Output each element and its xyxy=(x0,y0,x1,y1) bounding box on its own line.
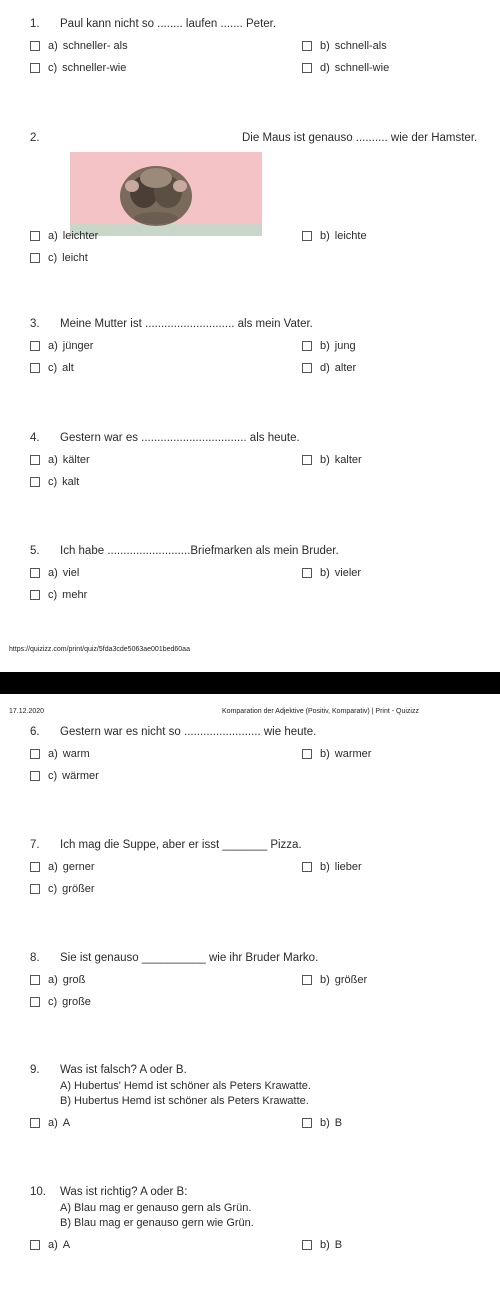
question-number: 2. xyxy=(30,132,40,144)
checkbox[interactable] xyxy=(30,749,40,759)
option-c[interactable]: c) schneller-wie xyxy=(30,62,126,74)
checkbox[interactable] xyxy=(30,231,40,241)
question-text: Ich habe ..........................Briefmarken als mein Bruder. xyxy=(60,545,339,557)
question-2 xyxy=(30,132,494,272)
statement-b: B) Blau mag er genauso gern wie Grün. xyxy=(60,1217,254,1229)
checkbox[interactable] xyxy=(302,568,312,578)
option-b[interactable]: b) lieber xyxy=(302,861,362,873)
option-a[interactable]: a) A xyxy=(30,1117,70,1129)
checkbox[interactable] xyxy=(30,363,40,373)
question-number: 3. xyxy=(30,318,40,330)
checkbox[interactable] xyxy=(302,862,312,872)
worksheet-page-2 xyxy=(0,694,500,1290)
question-4 xyxy=(30,432,494,498)
print-date: 17.12.2020 xyxy=(9,708,45,715)
option-d[interactable]: d) schnell-wie xyxy=(302,62,389,74)
question-number: 9. xyxy=(30,1064,40,1076)
checkbox[interactable] xyxy=(302,749,312,759)
checkbox[interactable] xyxy=(30,41,40,51)
checkbox[interactable] xyxy=(302,363,312,373)
page-divider xyxy=(0,672,500,694)
option-c[interactable]: c) wärmer xyxy=(30,770,99,782)
question-text: Was ist richtig? A oder B: xyxy=(60,1186,188,1198)
option-b[interactable]: b) leichte xyxy=(302,230,367,242)
option-c[interactable]: c) große xyxy=(30,996,91,1008)
option-b[interactable]: b) B xyxy=(302,1239,342,1251)
option-b[interactable]: b) B xyxy=(302,1117,342,1129)
option-b[interactable]: b) jung xyxy=(302,340,356,352)
option-b[interactable]: b) warmer xyxy=(302,748,371,760)
question-3 xyxy=(30,318,494,384)
checkbox[interactable] xyxy=(30,253,40,263)
question-8 xyxy=(30,952,494,1018)
checkbox[interactable] xyxy=(30,568,40,578)
option-c[interactable]: c) leicht xyxy=(30,252,88,264)
checkbox[interactable] xyxy=(30,477,40,487)
option-a[interactable]: a) schneller- als xyxy=(30,40,128,52)
checkbox[interactable] xyxy=(302,1240,312,1250)
option-a[interactable]: a) groß xyxy=(30,974,85,986)
checkbox[interactable] xyxy=(30,975,40,985)
question-text: Gestern war es nicht so ........................ wie heute. xyxy=(60,726,317,738)
statement-a: A) Hubertus' Hemd ist schöner als Peters Krawatte. xyxy=(60,1080,311,1092)
checkbox[interactable] xyxy=(30,884,40,894)
question-number: 10. xyxy=(30,1186,46,1198)
question-text: Sie ist genauso __________ wie ihr Bruder Marko. xyxy=(60,952,319,964)
checkbox[interactable] xyxy=(302,41,312,51)
hamster-icon xyxy=(70,152,262,236)
question-10 xyxy=(30,1186,494,1259)
checkbox[interactable] xyxy=(302,63,312,73)
option-b[interactable]: b) vieler xyxy=(302,567,361,579)
question-5 xyxy=(30,545,494,611)
question-6 xyxy=(30,726,494,792)
question-text: Was ist falsch? A oder B. xyxy=(60,1064,187,1076)
checkbox[interactable] xyxy=(302,341,312,351)
option-a[interactable]: a) A xyxy=(30,1239,70,1251)
question-text: Die Maus ist genauso .......... wie der Hamster. xyxy=(242,132,478,144)
question-number: 5. xyxy=(30,545,40,557)
checkbox[interactable] xyxy=(30,455,40,465)
option-d[interactable]: d) alter xyxy=(302,362,356,374)
question-9 xyxy=(30,1064,494,1137)
checkbox[interactable] xyxy=(30,1240,40,1250)
option-a[interactable]: a) jünger xyxy=(30,340,93,352)
statement-a: A) Blau mag er genauso gern als Grün. xyxy=(60,1202,252,1214)
option-c[interactable]: c) kalt xyxy=(30,476,79,488)
question-7 xyxy=(30,839,494,905)
option-a[interactable]: a) leichter xyxy=(30,230,98,242)
question-number: 1. xyxy=(30,18,40,30)
option-a[interactable]: a) kälter xyxy=(30,454,90,466)
option-b[interactable]: b) größer xyxy=(302,974,367,986)
checkbox[interactable] xyxy=(30,997,40,1007)
option-b[interactable]: b) schnell-als xyxy=(302,40,387,52)
checkbox[interactable] xyxy=(30,341,40,351)
question-number: 7. xyxy=(30,839,40,851)
footer-url[interactable]: https://quizizz.com/print/quiz/5fda3cde5063ae001bed60aa xyxy=(9,646,190,653)
checkbox[interactable] xyxy=(30,63,40,73)
option-b[interactable]: b) kalter xyxy=(302,454,362,466)
checkbox[interactable] xyxy=(30,771,40,781)
question-number: 4. xyxy=(30,432,40,444)
option-c[interactable]: c) alt xyxy=(30,362,74,374)
checkbox[interactable] xyxy=(302,975,312,985)
question-number: 8. xyxy=(30,952,40,964)
question-1 xyxy=(30,18,494,84)
option-c[interactable]: c) mehr xyxy=(30,589,87,601)
checkbox[interactable] xyxy=(302,1118,312,1128)
print-title: Komparation der Adjektive (Positiv, Komparativ) | Print - Quizizz xyxy=(222,708,419,715)
hamster-photo xyxy=(70,152,262,236)
checkbox[interactable] xyxy=(302,455,312,465)
question-text: Paul kann nicht so ........ laufen ....... Peter. xyxy=(60,18,277,30)
statement-b: B) Hubertus Hemd ist schöner als Peters Krawatte. xyxy=(60,1095,309,1107)
option-c[interactable]: c) größer xyxy=(30,883,95,895)
checkbox[interactable] xyxy=(30,1118,40,1128)
question-text: Ich mag die Suppe, aber er isst _______ Pizza. xyxy=(60,839,302,851)
checkbox[interactable] xyxy=(30,862,40,872)
question-number: 6. xyxy=(30,726,40,738)
option-a[interactable]: a) viel xyxy=(30,567,79,579)
option-a[interactable]: a) warm xyxy=(30,748,90,760)
option-a[interactable]: a) gerner xyxy=(30,861,95,873)
checkbox[interactable] xyxy=(30,590,40,600)
question-text: Meine Mutter ist ............................ als mein Vater. xyxy=(60,318,313,330)
checkbox[interactable] xyxy=(302,231,312,241)
question-text: Gestern war es ................................. als heute. xyxy=(60,432,300,444)
